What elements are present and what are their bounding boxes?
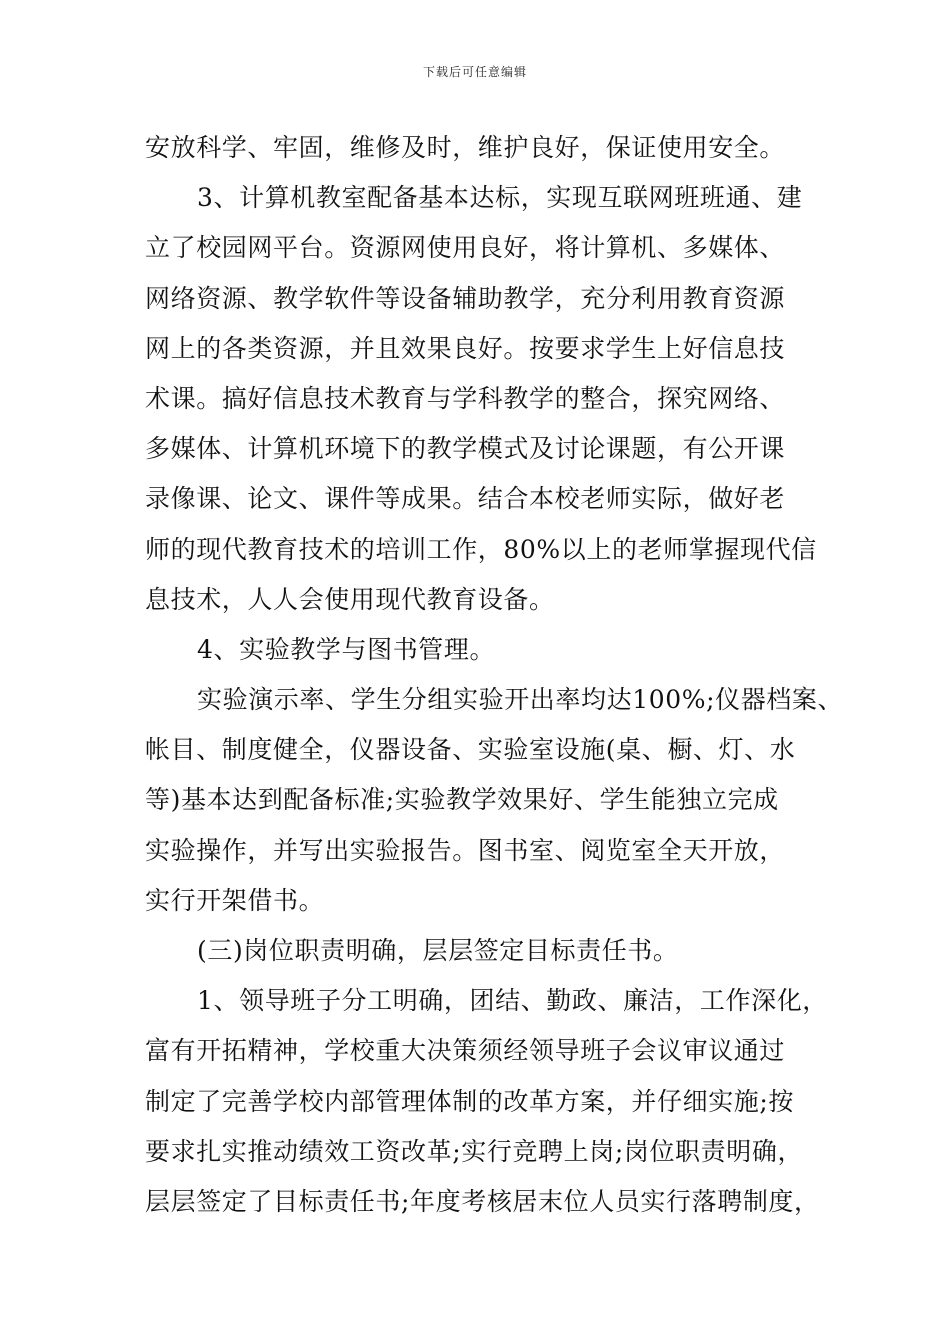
text-line: 实验操作，并写出实验报告。图书室、阅览室全天开放，: [145, 835, 786, 865]
text-line: 术课。搞好信息技术教育与学科教学的整合，探究网络、: [145, 383, 786, 413]
text-line: 安放科学、牢固，维修及时，维护良好，保证使用安全。: [145, 133, 786, 162]
text-line: 实验演示率、学生分组实验开出率均达100%;仪器档案、: [197, 685, 844, 715]
text-line: 师的现代教育技术的培训工作，80%以上的老师掌握现代信: [145, 534, 817, 564]
document-body: [145, 128, 844, 1232]
text-line: 3、计算机教室配备基本达标，实现互联网班班通、建: [197, 183, 803, 213]
text-line: 实行开架借书。: [145, 885, 325, 915]
text-line: 帐目、制度健全，仪器设备、实验室设施(桌、橱、灯、水: [145, 735, 796, 765]
text-line: 立了校园网平台。资源网使用良好，将计算机、多媒体、: [145, 233, 786, 263]
text-line: 多媒体、计算机环境下的教学模式及讨论课题，有公开课: [145, 434, 786, 464]
text-line: (三)岗位职责明确，层层签定目标责任书。: [197, 936, 679, 965]
text-line: 网络资源、教学软件等设备辅助教学，充分利用教育资源: [145, 283, 786, 313]
text-line: 4、实验教学与图书管理。: [197, 634, 496, 664]
text-line: 层层签定了目标责任书;年度考核居末位人员实行落聘制度，: [145, 1186, 820, 1216]
text-line: 制定了完善学校内部管理体制的改革方案，并仔细实施;按: [145, 1086, 795, 1116]
page-header-note: 下载后可任意编辑: [422, 65, 527, 79]
text-line: 录像课、论文、课件等成果。结合本校老师实际，做好老: [145, 484, 786, 514]
text-line: 要求扎实推动绩效工资改革;实行竞聘上岗;岗位职责明确，: [145, 1136, 804, 1166]
text-line: 富有开拓精神，学校重大决策须经领导班子会议审议通过: [145, 1036, 786, 1066]
text-line: 1、领导班子分工明确，团结、勤政、廉洁，工作深化，: [197, 986, 828, 1016]
text-line: 息技术，人人会使用现代教育设备。: [145, 584, 555, 614]
text-line: 网上的各类资源，并且效果良好。按要求学生上好信息技: [145, 333, 786, 363]
text-line: 等)基本达到配备标准;实验教学效果好、学生能独立完成: [145, 785, 779, 815]
